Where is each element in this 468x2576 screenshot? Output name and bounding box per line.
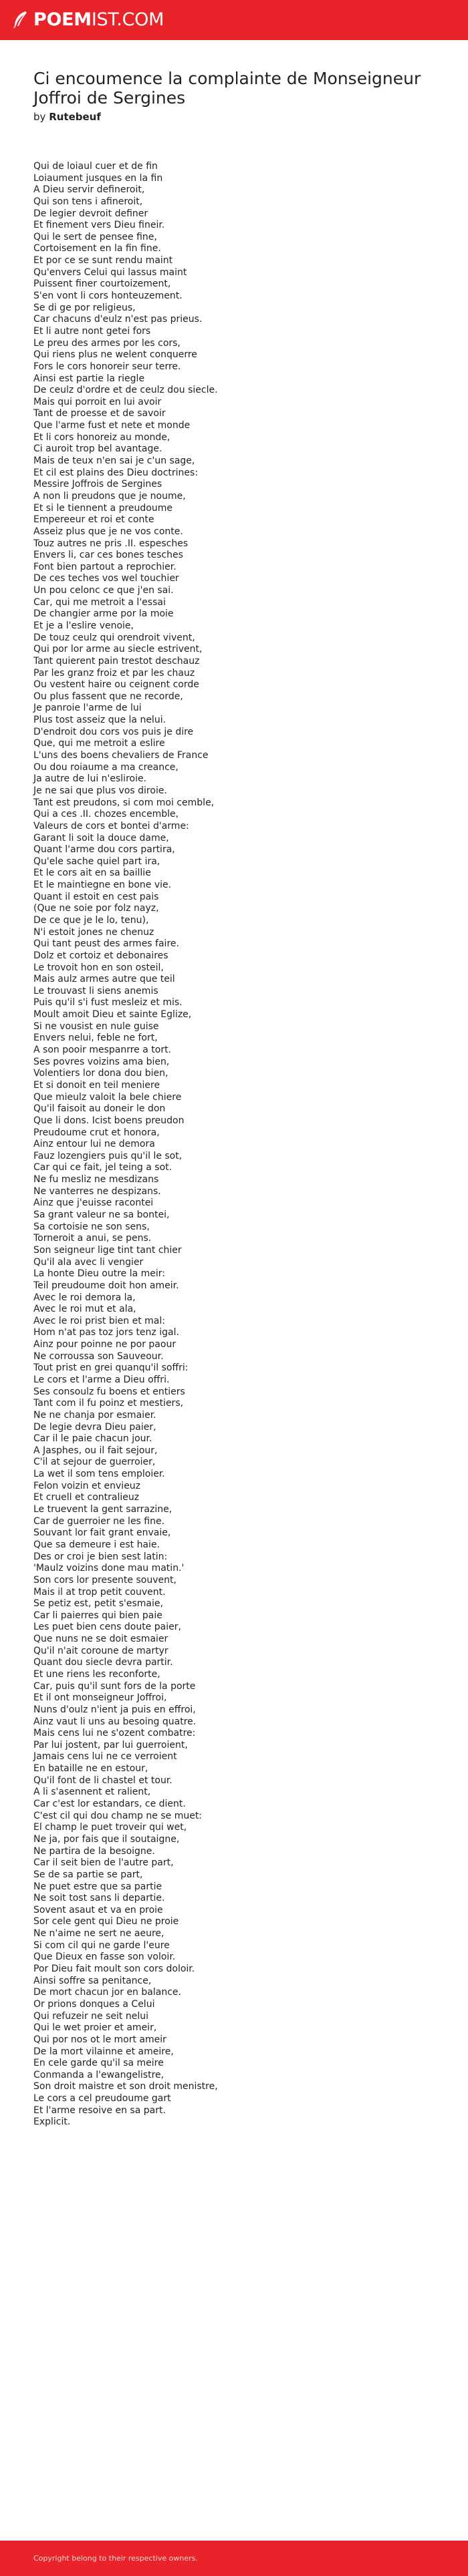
site-header (0, 0, 468, 40)
poem-line: De la mort vilainne et ameire, (33, 2046, 174, 2057)
poem-line: Un pou celonc ce que j'en sai. (33, 585, 174, 596)
poem-line: Asseiz plus que je ne vos conte. (33, 526, 183, 537)
poem-line: Par les granz froiz et par les chauz (33, 667, 195, 679)
poem-line: Ne soit tost sans li departie. (33, 1893, 165, 1904)
poem-line: Mais il at trop petit couvent. (33, 1586, 166, 1598)
site-footer (0, 2541, 468, 2576)
poem-line: Sor cele gent qui Dieu ne proie (33, 1916, 179, 1927)
poem-line: 'Maulz voizins done mau matin.' (33, 1563, 185, 1574)
poem-line: Et por ce se sunt rendu maint (33, 255, 173, 266)
poem-line: Ainsi est partie la riegle (33, 373, 145, 384)
poem-line: Se di ge por religieus, (33, 302, 136, 313)
poem-line: Et si donoit en teil meniere (33, 1079, 160, 1091)
poem-line: Ne corroussa son Sauveour. (33, 1350, 164, 1362)
poem-line: Tant quierent pain trestot deschauz (33, 655, 200, 667)
poem-line: De ceulz d'ordre et de ceulz dou siecle. (33, 385, 218, 396)
poem-line: La wet il som tens emploier. (33, 1469, 165, 1480)
poem-line: Et li cors honoreiz au monde, (33, 431, 170, 443)
poem-line: Et je a l'eslire venoie, (33, 620, 134, 631)
poem-line: Ne ne chanja por esmaier. (33, 1409, 156, 1421)
poem-line: Or prions donques a Celui (33, 1998, 155, 2010)
poem-line: Son droit maistre et son droit menistre, (33, 2081, 218, 2092)
poem-line: A son pooir mespanrre a tort. (33, 1045, 172, 1056)
poem-line: Messire Joffrois de Sergines (33, 479, 162, 490)
poem-line: Et le cors ait en sa baillie (33, 868, 151, 879)
poem-line: Ne n'aime ne sert ne aeure, (33, 1928, 164, 1940)
poem-line: Avec le roi prist bien et mal: (33, 1315, 165, 1326)
poem-line: Que l'arme fust et nete et monde (33, 420, 191, 431)
site-logo[interactable] (12, 11, 164, 29)
poem-line: Cortoisement en la fin fine. (33, 243, 161, 254)
poem-line: Mais de teux n'en sai je c'un sage, (33, 455, 195, 467)
poem-line: Car il le paie chacun jour. (33, 1433, 152, 1445)
poem-line: Puis qu'il s'i fust mesleiz et mis. (33, 997, 183, 1008)
poem-line: Son seigneur lige tint tant chier (33, 1244, 182, 1256)
quill-pen-icon (12, 11, 29, 29)
poem-line: D'endroit dou cors vos puis je dire (33, 726, 194, 737)
poem-line: Dolz et cortoiz et debonaires (33, 950, 168, 961)
poem-line: Moult amoit Dieu et sainte Eglize, (33, 1009, 192, 1021)
poem-line: Qui son tens i afineroit, (33, 196, 143, 207)
poem-line: Qui le sert de pensee fine, (33, 231, 157, 242)
poem-line: Qui tant peust des armes faire. (33, 938, 179, 950)
poem-title: Ci encoumence la complainte de Monseigneur Joffroi de Sergines (33, 69, 421, 108)
poem-line: Le trouvast li siens anemis (33, 985, 158, 996)
poem-line: Qu'il ala avec li vengier (33, 1256, 144, 1268)
poem-line: Qui le wet proier et ameir, (33, 2022, 157, 2034)
poem-line: Conmanda a l'ewangelistre, (33, 2069, 164, 2080)
poem-line: Les puet bien cens doute paier, (33, 1622, 181, 1633)
poem-line: Mais cens lui ne s'ozent combatre: (33, 1728, 196, 1739)
poem-line: Car il seit bien de l'autre part, (33, 1857, 174, 1869)
poem-line: Ainsi soffre sa penitance, (33, 1975, 152, 1986)
poem-line: Jamais cens lui ne ce verroient (33, 1751, 177, 1763)
poem-line: Ainz que j'euisse racontei (33, 1198, 154, 1209)
copyright-text: Copyright belong to their respective owners. (33, 2554, 198, 2563)
poem-line: Ainz pour poinne ne por paour (33, 1339, 177, 1350)
poem-line: Et finement vers Dieu fineir. (33, 220, 165, 231)
poem-line: Qui refuzeir ne seit nelui (33, 2010, 148, 2022)
poem-line: Car, puis qu'il sunt fors de la porte (33, 1680, 196, 1692)
poem-line: Que Dieux en fasse son voloir. (33, 1952, 176, 1963)
poem-line: Hom n'at pas toz jors tenz igal. (33, 1327, 179, 1338)
poem-line: Torneroit a anui, se pens. (33, 1233, 152, 1244)
poem-line: Ne fu mesliz ne mesdizans (33, 1174, 159, 1185)
logo-bold-text: POEM (33, 9, 92, 30)
poem-line: Ainz vaut li uns au besoing quatre. (33, 1716, 197, 1727)
poem-line: Quant dou siecle devra partir. (33, 1657, 173, 1668)
poem-line: Que nuns ne se doit esmaier (33, 1634, 168, 1645)
poem-line: A Jasphes, ou il fait sejour, (33, 1445, 158, 1456)
poem-line: Nuns d'oulz n'ient ja puis en effroi, (33, 1704, 196, 1715)
poem-line: Je panroie l'arme de lui (33, 703, 142, 714)
poem-line: Le cors et l'arme a Dieu offri. (33, 1374, 170, 1385)
author-link[interactable]: Rutebeuf (49, 111, 101, 123)
by-label: by (33, 111, 46, 123)
poem-line: Je ne sai que plus vos diroie. (33, 785, 167, 796)
poem-line: Fauz lozengiers puis qu'il le sot, (33, 1150, 183, 1161)
poem-line: Loiaument jusques en la fin (33, 172, 163, 184)
poem-line: De mort chacun jor en balance. (33, 1987, 181, 1998)
poem-body (33, 161, 448, 2129)
poem-line: Valeurs de cors et bontei d'arme: (33, 820, 189, 832)
logo-wordmark (33, 11, 164, 29)
logo-light-text: IST.COM (91, 9, 164, 30)
poem-line: De touz ceulz qui orendroit vivent, (33, 632, 195, 643)
poem-line: Quant il estoit en cest pais (33, 891, 159, 902)
poem-line: Qu'il faisoit au doneir le don (33, 1103, 166, 1115)
poem-line: Et cil est plains des Dieu doctrines: (33, 467, 199, 478)
poem-line: Se petiz est, petit s'esmaie, (33, 1598, 163, 1610)
poem-line: De legier devroit definer (33, 208, 148, 219)
poem-line: Sovent asaut et va en proie (33, 1904, 163, 1915)
poem-line: Felon voizin et envieuz (33, 1480, 141, 1491)
poem-line: Que mieulz valoit la bele chiere (33, 1091, 182, 1103)
poem-line: Qui a ces .II. chozes encemble, (33, 809, 179, 820)
poem-line: De ce que je le lo, tenu), (33, 915, 149, 926)
poem-line: Envers nelui, feble ne fort, (33, 1033, 158, 1044)
poem-line: Font bien partout a reprochier. (33, 561, 177, 572)
poem-line: Car qui ce fait, jel teing a sot. (33, 1162, 172, 1173)
poem-line: Ne ja, por fais que il soutaigne, (33, 1833, 180, 1845)
poem-line: Preudoume crut et honora, (33, 1127, 160, 1138)
poem-line: Empereeur et roi et conte (33, 514, 154, 526)
poem-line: Et il ont monseigneur Joffroi, (33, 1692, 167, 1704)
poem-line: Par lui jostent, par lui guerroient, (33, 1739, 188, 1751)
poem-line: Ainz entour lui ne demora (33, 1139, 155, 1150)
poem-line: La honte Dieu outre la meir: (33, 1268, 166, 1280)
poem-line: Et le maintiegne en bone vie. (33, 880, 172, 891)
poem-line: Ses consoulz fu boens et entiers (33, 1386, 185, 1397)
poem-line: A non li preudons que je noume, (33, 490, 186, 502)
poem-line: De legie devra Dieu paier, (33, 1421, 156, 1433)
poem-line: Plus tost asseiz que la nelui. (33, 715, 166, 726)
poem-line: Qu'envers Celui qui lassus maint (33, 266, 187, 278)
poem-line: Explicit. (33, 2117, 71, 2128)
poem-line: Que sa demeure i est haie. (33, 1539, 160, 1550)
poem-line: Ne puet estre que sa partie (33, 1881, 162, 1892)
poem-line: Le trovoit hon en son osteil, (33, 962, 164, 973)
poem-line: N'i estoit jones ne chenuz (33, 926, 154, 938)
poem-line: Ou dou roiaume a ma creance, (33, 761, 179, 773)
poem-line: Ne vanterres ne despizans. (33, 1185, 161, 1197)
poem-line: De changier arme por la moie (33, 608, 174, 620)
poem-line: En cele garde qu'il sa meire (33, 2058, 164, 2069)
poem-line: (Que ne soie por folz nayz, (33, 903, 159, 914)
poem-line: Le preu des armes por les cors, (33, 337, 181, 349)
poem-line: Puissent finer courtoizement, (33, 279, 171, 290)
poem-line: Ou plus fassent que ne recorde, (33, 691, 183, 702)
poem-line: Tant com il fu poinz et mestiers, (33, 1398, 184, 1409)
poem-line: Fors le cors honoreir seur terre. (33, 361, 181, 372)
poem-line: Qu'il font de li chastel et tour. (33, 1775, 172, 1786)
poem-line: Garant li soit la douce dame, (33, 832, 169, 844)
poem-line: Avec le roi mut et ala, (33, 1304, 136, 1315)
poem-line: Tout prist en grei quanqu'il soffri: (33, 1362, 189, 1374)
poem-line: Son cors lor presente souvent, (33, 1574, 177, 1586)
poem-line: A li s'asennent et ralient, (33, 1787, 151, 1798)
poem-line: Mais aulz armes autre que teil (33, 974, 175, 985)
poem-line: Tant est preudons, si com moi cemble, (33, 797, 215, 808)
poem-line: Se de sa partie se part, (33, 1869, 143, 1880)
poem-line: Le cors a cel preudoume gart (33, 2093, 171, 2104)
poem-line: En bataille ne en estour, (33, 1763, 148, 1775)
poem-line: Envers li, car ces bones tesches (33, 550, 183, 561)
poem-line: Et li autre nont getei fors (33, 325, 151, 337)
poem-line: Et une riens les reconforte, (33, 1669, 160, 1680)
poem-line: Touz autres ne pris .II. espesches (33, 538, 189, 549)
poem-line: Por Dieu fait moult son cors doloir. (33, 1964, 195, 1975)
poem-line: De ces teches vos wel touchier (33, 573, 179, 584)
poem-line: Ne partira de la besoigne. (33, 1845, 155, 1857)
poem-line: Qu'ele sache quiel part ira, (33, 856, 160, 867)
poem-byline (33, 110, 101, 124)
poem-line: Sa cortoisie ne son sens, (33, 1221, 150, 1232)
poem-line: Ci auroit trop bel avantage. (33, 443, 162, 455)
poem-line: Car chacuns d'eulz n'est pas prieus. (33, 314, 203, 325)
poem-line: Car c'est lor estandars, ce dient. (33, 1799, 186, 1810)
poem-line: Volentiers lor dona dou bien, (33, 1068, 168, 1079)
poem-line: Qui por nos ot le mort ameir (33, 2034, 166, 2045)
poem-line: Teil preudoume doit hon ameir. (33, 1280, 179, 1291)
poem-line: Souvant lor fait grant envaie, (33, 1527, 171, 1539)
poem-line: Que, qui me metroit a eslire (33, 738, 165, 749)
poem-line: Ses povres voizins ama bien, (33, 1056, 170, 1067)
poem-line: C'il at sejour de guerroier, (33, 1457, 156, 1468)
poem-line: C'est cil qui dou champ ne se muet: (33, 1810, 203, 1821)
poem-line: Tant de proesse et de savoir (33, 408, 166, 419)
poem-line: Que li dons. Icist boens preudon (33, 1115, 185, 1126)
poem-line: Qui riens plus ne welent conquerre (33, 349, 197, 361)
poem-line: El champ le puet troveir qui wet, (33, 1822, 187, 1833)
poem-line: Car li paierres qui bien paie (33, 1610, 162, 1621)
poem-line: Le truevent la gent sarrazine, (33, 1504, 172, 1515)
poem-line: Qui por lor arme au siecle estrivent, (33, 644, 203, 655)
poem-line: A Dieu servir defineroit, (33, 184, 145, 196)
poem-line: Ja autre de lui n'esliroie. (33, 773, 147, 785)
poem-line: Avec le roi demora la, (33, 1292, 136, 1303)
poem-line: S'en vont li cors honteuzement. (33, 291, 183, 302)
poem-line: Si com cil qui ne garde l'eure (33, 1940, 170, 1951)
poem-line: Quant l'arme dou cors partira, (33, 844, 175, 856)
poem-line: Des or croi je bien sest latin: (33, 1551, 168, 1562)
poem-line: Sa grant valeur ne sa bontei, (33, 1210, 170, 1221)
poem-line: Car de guerroier ne les fine. (33, 1515, 165, 1527)
poem-line: Mais qui porroit en lui avoir (33, 396, 162, 407)
poem-line: Qui de loiaul cuer et de fin (33, 161, 158, 172)
poem-line: Si ne vousist en nule guise (33, 1021, 159, 1032)
poem-line: Ou vestent haire ou ceignent corde (33, 679, 199, 691)
poem-line: L'uns des boens chevaliers de France (33, 750, 209, 761)
poem-line: Car, qui me metroit a l'essai (33, 596, 166, 608)
poem-line: Et l'arme resoive en sa part. (33, 2104, 166, 2116)
poem-line: Et si le tiennent a preudoume (33, 502, 172, 514)
poem-line: Et cruell et contralieuz (33, 1492, 140, 1503)
poem-line: Qu'il n'ait coroune de martyr (33, 1645, 168, 1656)
